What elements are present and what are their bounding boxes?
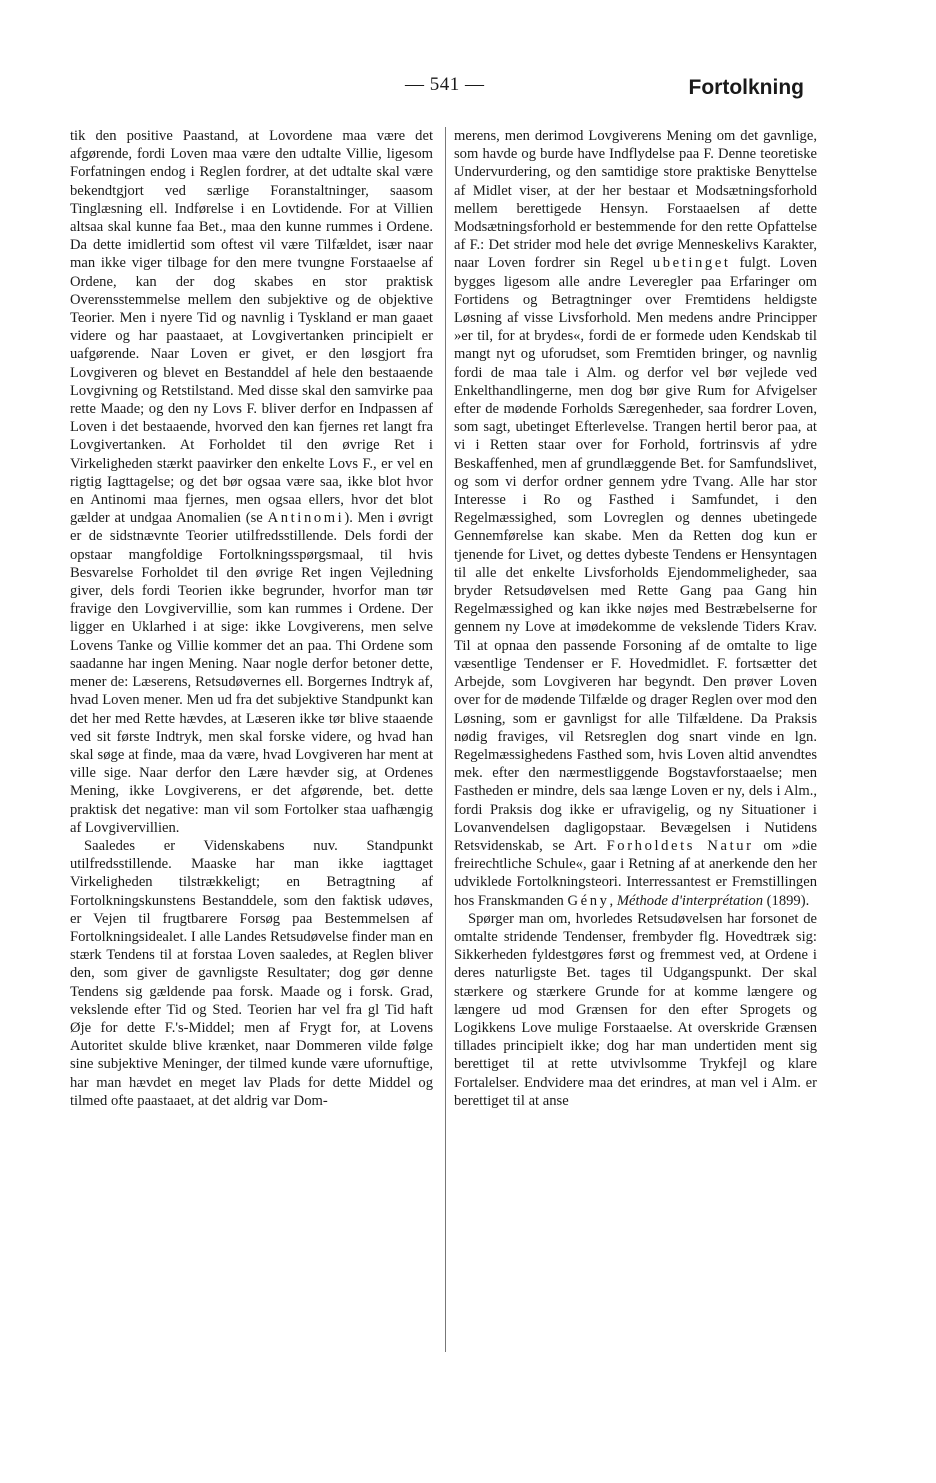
- cross-reference-forholdets-natur: Forholdets Natur: [606, 837, 754, 854]
- right-column: [454, 127, 817, 1110]
- column-divider: [445, 127, 446, 1352]
- right-paragraph-2: Spørger man om, hvorledes Retsudøvelsen har forsonet de omtalte stridende Tendenser, frembyder flg. Hovedtræk sig: Sikkerheden fyldestgøres først og fremmest ved, at Ordene i deres naturligste Bet. tages til Udgangspunkt. Der skal stærkere og stærkere Grunde for at komme længere og længere ud mod Grænsen for den efter Sprogets og Logikkens Love mulige Forstaaelse. At overskride Grænsen tillades principielt ikke; dog har man undertiden ment sig berettiget til at rette utvivlsomme Trykfejl og klare Fortalelser. Endvidere maa det erindres, at man vel i Alm. er berettiget til at anse: [454, 910, 817, 1109]
- right-paragraph-1: [454, 127, 817, 910]
- author-geny: Gény: [567, 892, 610, 909]
- left-p1-text-a: tik den positive Paastand, at Lovordene maa være det afgørende, fordi Loven maa være den udtalte Villie, ligesom Forfatningen endog i Reglen fordrer, at det udtalte skal være bekendtgjort ved særlige Foranstaltninger, saasom Tinglæsning ell. Indførelse i en Lovtidende. For at Villien altsaa skal kunne faa Bet., maa den kunne rummes i Ordene. Da dette imidlertid som oftest vil være Tilfældet, især naar man ikke viger tilbage for den mere tvungne Forstaaelse af Ordene, kan der dog skabes en stor praktisk Overensstemmelse mellem den subjektive og de objektive Teorier. Men i nyere Tid og navnlig i Tyskland er man gaaet videre og har paastaaet, at Lovgivertanken principielt er uafgørende. Naar Loven er givet, er den løsgjort fra Lovgiveren og blevet en Bestanddel af hele den bestaaende Lovgivning og Retstilstand. Med disse skal den samvirke paa rette Maade; og den ny Lovs F. bliver derfor en Indpassen af Loven i det bestaaende, hvorved den kan fjernes ret langt fra Lovgivertanken. At Forholdet til den øvrige Ret i Virkeligheden stærkt paavirker den enkelte Lovs F., er vel en rigtig Iagttagelse; og det bør ogsaa være saa, ikke blot hvor en Antinomi maa fjernes, men ogsaa ellers, hvor det blot gælder at undgaa Anomalien (se: [70, 128, 433, 527]
- left-paragraph-1: [70, 127, 433, 837]
- page-number: — 541 —: [405, 74, 485, 95]
- page-header: [0, 70, 936, 110]
- right-p1-text-c: om »die freirechtliche Schule«, gaar i Retning af at anerkende den her udviklede Fortolkningsteori. Interressantest er Fremstillingen hos Franskmanden: [454, 837, 817, 909]
- work-title: Méthode d'interprétation: [616, 892, 764, 909]
- right-p1-text-e: (1899).: [763, 892, 810, 909]
- running-head: Fortolkning: [688, 76, 804, 99]
- right-p1-text-b: fulgt. Loven bygges ligesom alle andre Leveregler paa Erfaringer om Fortidens og Betragtninger over Fremtidens heldigste Løsning af visse Livsforhold. Men medens andre Principper »er til, for at brydes«, fordi de er formede uden Kendskab til mangt nyt og uforudset, som Fremtiden bringer, og navnlig fordi de maa tale i Alm. og derfor vel bør vejlede ved Enkelthandlingerne, men dog bør give Rum for Afvigelser efter de mødende Forholds Særegenheder, saa fordrer Loven, som sagt, ubetinget Efterlevelse. Trangen hertil beror paa, at vi i Retten staar over for Forhold, fortrinsvis af ydre Beskaffenhed, men af grundlæggende Bet. for Samfundslivet, og som vi derfor ordner gennem ydre Tvang. Alle har stor Interesse i Ro og Fasthed i Samfundet, i den Regelmæssighed, som Lovreglen og dennes ubetingede Gennemførelse kan skabe. Men da Retten dog kun er tjenende for Livet, og dettes dybeste Tendens er Hensyntagen til alle det enkelte Livsforholds Ejendommeligheder, saa bryder Retsudøvelsen med Rette Gang paa Gang hin Regelmæssighed og kan ikke nøjes med Bestræbelserne for gennem ny Love at imødekomme de vekslende Tiders Krav. Til at opnaa den passende Forsoning af de omtalte to lige væsentlige Tendenser er F. Hovedmidlet. F. fortsætter det Arbejde, som Lovgiveren har begyndt. Den prøver Loven over for de mødende Tilfælde og drager Reglen over mod den Løsning, som er gavnligst for alle Tilfældene. Da Praksis nødig fraviges, vil Retsreglen dog snart vinde en lgn. Regelmæssighedens Fasthed som, hvis Loven altid anvendtes mek. efter den nærmestliggende Bogstavforstaaelse; men Fastheden er mindre, dels saa længe Loven er ny, dels i Alm., fordi Praksis dog ikke er ufravigelig, og ny Situationer i Lovanvendelsen dagligopstaar. Bevægelsen i Nutidens Retsvidenskab, se Art.: [454, 255, 818, 854]
- left-p1-text-b: ). Men i øvrigt er de sidstnævnte Teorier utilfredsstillende. Dels fordi der opstaar mangfoldige Fortolkningsspørgsmaal, til hvis Besvarelse Forholdet til den øvrige Ret ingen Vejledning giver, dels fordi Teorien ikke begrunder, hvorfor man tør fravige den Lovgivervillie, som kan rummes i Ordene. Der ligger en Uklarhed i at sige: ikke Lovgiverens, men selve Lovens Tanke og Villie kommer det an paa. Thi Ordene som saadanne har ingen Mening. Naar nogle derfor betoner dette, mener de: Læserens, Retsudøvernes ell. Borgernes Indtryk af, hvad Loven mener. Men ud fra det subjektive Standpunkt kan det her med Rette hævdes, at Læseren ikke tør blive staaende ved sit første Indtryk, men skal forske videre, og hvad han skal søge at finde, maa da være, hvad Lovgiveren har ment at ville sige. Naar derfor den Lære hævder sig, at Ordenes Mening, ikke Lovgiverens, er det afgørende, bet. dette praktisk det negative: man vil som Fortolker staa uafhængig af Lovgivervillien.: [70, 510, 433, 836]
- right-p1-text-a: merens, men derimod Lovgiverens Mening om det gavnlige, som havde og burde have Indflydelse paa F. Denne teoretiske Undervurdering, og den samtidige store praktiske Benyttelse af Midlet viser, at der her bestaar et Modsætningsforhold mellem berettigede Hensyn. Forstaaelsen af dette Modsætningsforhold er bestemmende for den rette Opfattelse af F.: Det strider mod hele det øvrige Menneskelivs Karakter, naar Loven fordrer sin Regel: [454, 128, 817, 272]
- cross-reference-antinomi: Antinomi: [267, 510, 345, 527]
- left-paragraph-2: Saaledes er Videnskabens nuv. Standpunkt utilfredsstillende. Maaske har man ikke iagttaget Virkeligheden tilstrækkeligt; en Betragtning af Fortolkningskunstens Bestanddele, som den faktisk udøves, er Vejen til frugtbarere Forsøg paa Bestemmelsen af Fortolkningsidealet. I alle Landes Retsudøvelse finder man en stærk Tendens til at forstaa Loven saaledes, at Reglen bliver den, som giver de gavnligste Resultater; dog gør denne Tendens sig gældende paa forsk. Maade og i forsk. Grad, vekslende efter Tid og Sted. Teorien har vel fra gl Tid haft Øje for dette F.'s-Middel; men af Frygt for, at Lovens Autoritet skulde blive krænket, naar Dommeren vilde følge sine subjektive Meninger, der tilmed kunde være ufornuftige, har man hævdet en meget lav Plads for dette Middel og tilmed ofte paastaaet, at det aldrig var Dom-: [70, 837, 433, 1109]
- emphasis-ubetinget: ubetinget: [652, 255, 731, 272]
- right-p1-text-d: ,: [609, 892, 617, 909]
- left-column: [70, 127, 433, 1110]
